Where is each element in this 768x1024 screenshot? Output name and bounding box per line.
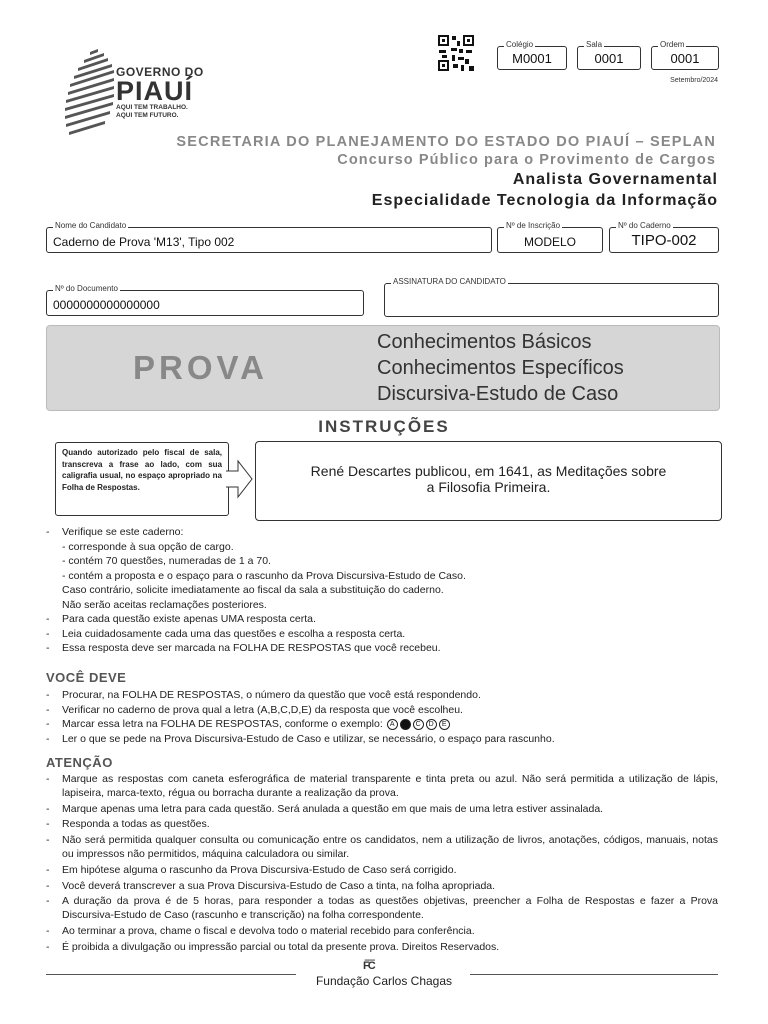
bubble-e-icon: E [439, 719, 450, 730]
nome-candidato-value: Caderno de Prova 'M13', Tipo 002 [53, 235, 235, 249]
callout-box [55, 442, 229, 516]
list-item: - Você deverá transcrever a sua Prova Discursiva-Estudo de Caso a tinta, na folha apropriada. [46, 879, 496, 892]
sala-label: Sala [586, 40, 603, 49]
arrow-right-icon [226, 459, 254, 499]
bubble-d-icon: D [426, 719, 437, 730]
documento-label: Nº do Documento [55, 284, 118, 293]
prova-item-1: Conhecimentos Básicos [377, 331, 592, 353]
ordem-label: Ordem [660, 40, 685, 49]
colegio-field [497, 40, 567, 70]
inscricao-label: Nº de Inscrição [506, 221, 561, 230]
nome-candidato-label: Nome do Candidato [55, 221, 127, 230]
inscricao-field [497, 221, 603, 253]
list-item: - Essa resposta deve ser marcada na FOLHA DE RESPOSTAS que você recebeu. [46, 642, 441, 654]
assinatura-field [384, 277, 719, 317]
caderno-field [609, 221, 719, 253]
bubble-c-icon: C [413, 719, 424, 730]
list-item: - A duração da prova é de 5 horas, para responder a todas as questões objetivas, preencher a Folha de Respostas e fazer a Prova Discursiva-Estudo de Caso (rascunho e transcrição) na folha correspondente. [46, 895, 718, 922]
list-item: - Ao terminar a prova, chame o fiscal e devolva todo o material recebido para conferência. [46, 924, 475, 937]
prova-title: PROVA [133, 349, 268, 386]
list-item: - Responda a todas as questões. [46, 818, 210, 831]
list-item: - Procurar, na FOLHA DE RESPOSTAS, o número da questão que você está respondendo. [46, 689, 481, 701]
list-item: - Não será permitida qualquer consulta ou comunicação entre os candidatos, nem a utilização de livros, anotações, códigos, manuais, notas ou impressos não permitidos, máquina calculadora ou similar. [46, 834, 718, 860]
verifique-sub-3: - contém a proposta e o espaço para o rascunho da Prova Discursiva-Estudo de Caso. [62, 569, 466, 582]
concurso-heading: Concurso Público para o Provimento de Cargos [337, 152, 716, 168]
atencao-list [46, 773, 718, 955]
exam-date: Setembro/2024 [670, 77, 718, 84]
colegio-value: M0001 [512, 51, 552, 66]
governo-piaui-logo [60, 48, 220, 138]
callout-text: Quando autorizado pelo fiscal de sala, transcreva a frase ao lado, com sua caligrafia usual, no espaço apropriado na Folha de Respostas. [62, 448, 222, 492]
voce-deve-title: VOCÊ DEVE [46, 670, 127, 685]
verifique-sub-2: - contém 70 questões, numeradas de 1 a 70. [62, 555, 271, 567]
qr-code-icon [438, 35, 474, 71]
logo-waves-icon [60, 48, 118, 136]
list-item: - Verificar no caderno de prova qual a letra (A,B,C,D,E) da resposta que você escolheu. [46, 703, 463, 716]
inscricao-value: MODELO [523, 235, 576, 249]
phrase-line-2: a Filosofia Primeira. [426, 479, 551, 495]
verifique-extra-2: Não serão aceitas reclamações posteriores. [62, 598, 267, 611]
colegio-label: Colégio [506, 40, 534, 49]
list-item: - Para cada questão existe apenas UMA resposta certa. [46, 613, 316, 625]
bubble-a-icon: A [387, 719, 398, 730]
assinatura-label: ASSINATURA DO CANDIDATO [393, 277, 506, 286]
logo-line2: PIAUÍ [116, 76, 194, 106]
prova-item-3: Discursiva-Estudo de Caso [377, 383, 619, 405]
caderno-label: Nº do Caderno [618, 221, 671, 230]
prova-item-2: Conhecimentos Específicos [377, 357, 624, 379]
prova-box [46, 325, 720, 411]
phrase-box [255, 441, 722, 521]
list-item: - Marque as respostas com caneta esferográfica de material transparente e tinta preta ou azul. Não será permitida a utilização de lápis, lapiseira, marca-texto, régua ou borracha durante a realização da prova. [46, 773, 718, 799]
bubble-b-filled-icon: B [400, 719, 411, 730]
atencao-title: ATENÇÃO [46, 755, 113, 770]
documento-field [46, 284, 364, 316]
sala-field [577, 40, 641, 70]
instrucoes-title: INSTRUÇÕES [318, 417, 450, 436]
ordem-value: 0001 [670, 51, 700, 66]
instructions-list: - Verifique se este caderno: - corresponde à sua opção de cargo. - contém 70 questões, numeradas de 1 a 70. - contém a proposta e o espaço para o rascunho da Prova Discursiva-Estudo de Caso. Caso contrário, solicite imediatamente ao fiscal da sala a substituição do caderno. Não serão aceitas reclamações posteriores. - Para cada questão existe apenas UMA resposta certa. - Leia cuidadosamente cada uma das questões e escolha a resposta certa. - Essa resposta deve ser marcada na FOLHA DE RESPOSTAS que você recebeu. [46, 525, 718, 656]
logo-line1: GOVERNO DO [116, 65, 204, 79]
list-item: - Marcar essa letra na FOLHA DE RESPOSTAS, conforme o exemplo: A B C D E [46, 717, 718, 732]
list-item: - Ler o que se pede na Prova Discursiva-Estudo de Caso e utilizar, se necessário, o espaço para rascunho. [46, 732, 555, 745]
secretaria-heading: SECRETARIA DO PLANEJAMENTO DO ESTADO DO PIAUÍ – SEPLAN [176, 134, 716, 150]
footer-foundation-name: Fundação Carlos Chagas [315, 974, 453, 988]
cargo-heading: Analista Governamental [512, 171, 718, 188]
voce-deve-list [46, 688, 718, 746]
verifique-extra-1: Caso contrário, solicite imediatamente ao fiscal da sala a substituição do caderno. [62, 584, 444, 596]
documento-value: 0000000000000000 [53, 298, 160, 312]
especialidade-heading: Especialidade Tecnologia da Informação [371, 192, 718, 209]
list-item: - Leia cuidadosamente cada uma das questões e escolha a resposta certa. [46, 627, 406, 640]
verifique-sub-1: - corresponde à sua opção de cargo. [62, 540, 234, 553]
ordem-field [651, 40, 719, 70]
fcc-monogram-icon: F͞C [363, 960, 374, 972]
list-item: - Em hipótese alguma o rascunho da Prova Discursiva-Estudo de Caso será corrigido. [46, 863, 457, 876]
verifique-intro: Verifique se este caderno: [62, 526, 184, 538]
list-item: - Marque apenas uma letra para cada questão. Será anulada a questão em que mais de uma letra estiver assinalada. [46, 802, 604, 815]
list-item: - É proibida a divulgação ou impressão parcial ou total da presente prova. Direitos Reservados. [46, 940, 500, 953]
logo-tagline2: AQUI TEM FUTURO. [116, 112, 179, 119]
caderno-value: TIPO-002 [631, 232, 697, 249]
phrase-line-1: René Descartes publicou, em 1641, as Meditações sobre [310, 463, 667, 479]
sala-value: 0001 [594, 51, 624, 66]
logo-tagline1: AQUI TEM TRABALHO. [116, 104, 188, 111]
nome-candidato-field [46, 221, 492, 253]
